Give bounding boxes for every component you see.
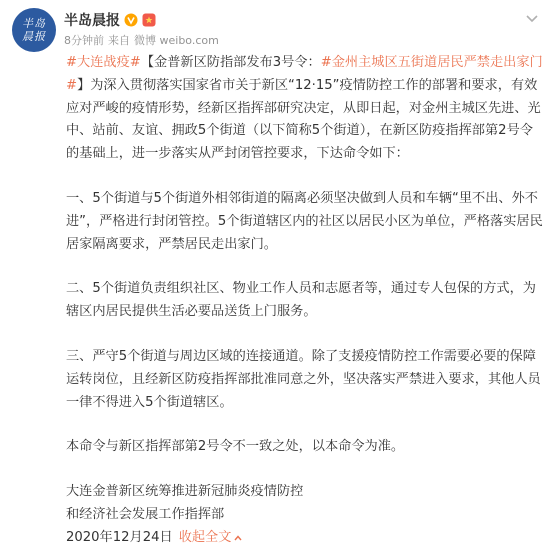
collapse-button[interactable] [179, 527, 244, 550]
post-intro-paragraph [66, 52, 546, 166]
signature-line-1: 大连金普新区统筹推进新冠肺炎疫情防控 [66, 484, 304, 500]
paragraph-3: 三、严守5个街道与周边区域的连接通道。除了支援疫情防控工作需要必要的保障运转岗位，且经新区防疫指挥部批准同意之外，坚决落实严禁进入要求，其他人员一律不得进入5个街道辖区。 [66, 348, 541, 410]
chevron-down-icon[interactable] [524, 10, 540, 26]
post-title-part: 【金普新区防指部发布3号令： [140, 55, 321, 70]
post-content [66, 52, 546, 550]
post-date: 2020年12月24日 [66, 529, 173, 545]
hashtag-dalian[interactable]: #大连战疫# [66, 55, 141, 70]
signature-line-2: 和经济社会发展工作指挥部 [66, 506, 225, 522]
verified-v-icon [124, 13, 138, 27]
collapse-label: 收起全文 [178, 529, 232, 545]
author-row [64, 10, 156, 30]
chevron-up-icon [233, 533, 243, 543]
post-time: 8分钟前 [64, 34, 104, 47]
source-prefix: 来自 [108, 34, 130, 47]
paragraph-4: 本命令与新区指挥部第2号令不一致之处，以本命令为准。 [66, 439, 405, 455]
source-link[interactable]: 微博 weibo.com [134, 34, 219, 47]
hashtag-jinzhou[interactable]: #金州主城区五街道居民严禁走出家门# [66, 55, 543, 93]
paragraph-2: 二、5个街道负责组织社区、物业工作人员和志愿者等，通过专人包保的方式，为辖区内居民提供生活必要品送货上门服务。 [66, 281, 536, 320]
post-meta [64, 32, 219, 48]
avatar-logo-text: 半岛晨报 [22, 17, 46, 43]
follow-badge-icon [142, 13, 156, 27]
author-name[interactable]: 半岛晨报 [64, 13, 120, 29]
post-footer [66, 527, 546, 550]
paragraph-1: 一、5个街道与5个街道外相邻街道的隔离必须坚决做到人员和车辆“里不出、外不进”，严格进行封闭管控。5个街道辖区内的社区以居民小区为单位，严格落实居民居家隔离要求，严禁居民走出家门。 [66, 190, 543, 252]
avatar[interactable] [12, 8, 56, 52]
post-intro: 】为深入贯彻落实国家省市关于新区“12·15”疫情防控工作的部署和要求，有效应对严峻的疫情形势，经新区指挥部研究决定，从即日起，对金州主城区先进、光中、站前、友谊、拥政5个街道（以下简称5个街道），在新区防疫指挥部第2号令的基础上，进一步落实从严封闭管控要求，下达命令如下： [66, 77, 541, 162]
